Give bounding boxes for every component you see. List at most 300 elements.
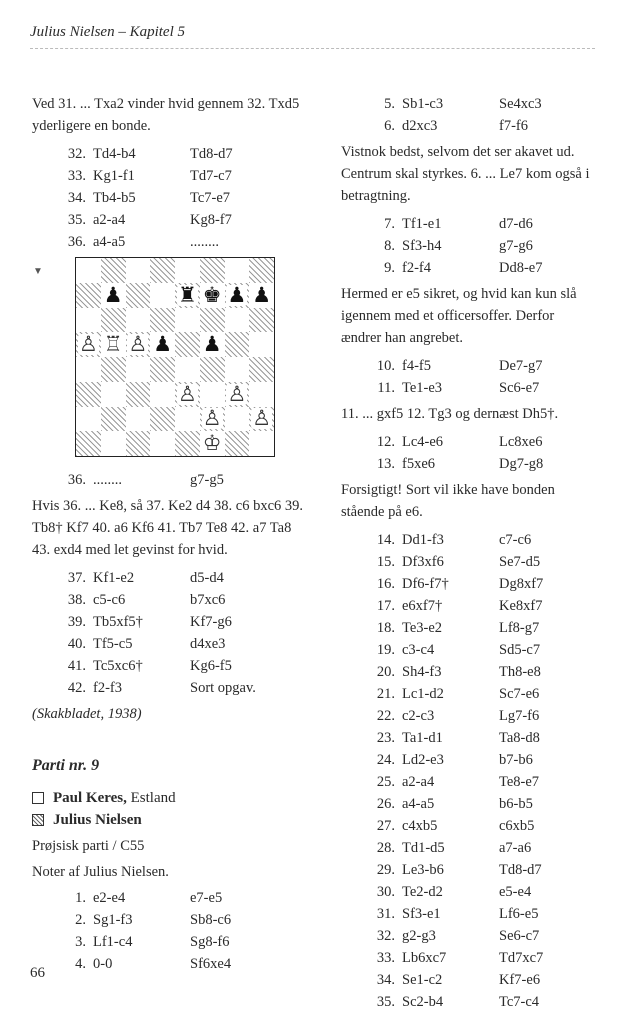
white-move: Sf3-h4 bbox=[402, 238, 442, 254]
black-pawn-icon: ♟ bbox=[202, 332, 222, 357]
black-move: c7-c6 bbox=[499, 532, 532, 548]
white-move: Dd1-f3 bbox=[402, 532, 444, 548]
white-move: Lc4-e6 bbox=[402, 434, 444, 450]
analysis-note: Vistnok bedst, selvom det ser akavet ud. Centrum skal styrkes. 6. ... Le7 kom også i betragtning. bbox=[341, 144, 590, 204]
black-move: Te8-e7 bbox=[499, 774, 540, 790]
black-move: Td8-d7 bbox=[190, 146, 233, 162]
board-square bbox=[175, 407, 200, 432]
annotator-line: Noter af Julius Nielsen. bbox=[32, 864, 169, 880]
opening-name: Prøjsisk parti / C55 bbox=[32, 838, 145, 854]
move-number: 27. bbox=[376, 818, 395, 834]
white-move: Ta1-d1 bbox=[402, 730, 443, 746]
black-move: Kg6-f5 bbox=[190, 658, 232, 674]
board-square bbox=[175, 382, 200, 407]
board-square bbox=[225, 407, 250, 432]
black-pawn-icon: ♟ bbox=[227, 282, 247, 307]
move-row bbox=[58, 677, 312, 699]
board-square bbox=[249, 308, 274, 333]
black-king-icon: ♚ bbox=[202, 282, 222, 307]
move-row bbox=[367, 815, 598, 837]
white-pawn-icon: ♙ bbox=[227, 381, 247, 406]
right-column bbox=[341, 93, 598, 1017]
move-row bbox=[58, 209, 312, 231]
move-row bbox=[367, 749, 598, 771]
move-row bbox=[58, 953, 312, 975]
board-square bbox=[126, 407, 151, 432]
header-divider bbox=[30, 48, 595, 49]
white-move: Sh4-f3 bbox=[402, 664, 442, 680]
board-square bbox=[150, 431, 175, 456]
move-number: 23. bbox=[376, 730, 395, 746]
board-square bbox=[150, 332, 175, 357]
black-player-name: Julius Nielsen bbox=[53, 812, 142, 828]
board-square bbox=[126, 431, 151, 456]
black-move: Sc7-e6 bbox=[499, 686, 540, 702]
analysis-note: 11. ... gxf5 12. Tg3 og dernæst Dh5†. bbox=[341, 406, 559, 422]
black-move: Sd5-c7 bbox=[499, 642, 541, 658]
white-move: g2-g3 bbox=[402, 928, 436, 944]
move-row bbox=[367, 453, 598, 475]
move-row bbox=[58, 469, 312, 491]
white-pawn-icon: ♙ bbox=[78, 332, 98, 357]
white-move: a4-a5 bbox=[93, 234, 126, 250]
board-square bbox=[76, 332, 101, 357]
black-move: Lf6-e5 bbox=[499, 906, 539, 922]
move-number: 21. bbox=[376, 686, 395, 702]
board-square bbox=[249, 382, 274, 407]
white-move: ........ bbox=[93, 472, 122, 488]
move-row bbox=[367, 991, 598, 1013]
board-square bbox=[200, 382, 225, 407]
move-row bbox=[367, 551, 598, 573]
move-row bbox=[367, 837, 598, 859]
white-player-name: Paul Keres, bbox=[53, 790, 127, 806]
board-square bbox=[175, 431, 200, 456]
white-move: Kg1-f1 bbox=[93, 168, 135, 184]
move-row bbox=[367, 235, 598, 257]
white-king-icon: ♔ bbox=[202, 431, 222, 456]
move-list bbox=[58, 143, 312, 253]
running-header: Julius Nielsen – Kapitel 5 bbox=[30, 24, 185, 40]
black-move: d5-d4 bbox=[190, 570, 224, 586]
board-square bbox=[150, 258, 175, 283]
move-number: 6. bbox=[384, 118, 395, 134]
black-move: ........ bbox=[190, 234, 219, 250]
white-move: Se1-c2 bbox=[402, 972, 443, 988]
board-square bbox=[126, 357, 151, 382]
board-square bbox=[126, 283, 151, 308]
board-square bbox=[225, 308, 250, 333]
white-move: Ld2-e3 bbox=[402, 752, 444, 768]
board-square bbox=[126, 382, 151, 407]
move-list bbox=[367, 93, 598, 137]
intro-paragraph: Ved 31. ... Txa2 vinder hvid gennem 32. Txd5 yderligere en bonde. bbox=[32, 96, 300, 134]
board-square bbox=[200, 283, 225, 308]
board-square bbox=[101, 308, 126, 333]
white-player bbox=[32, 787, 312, 809]
white-move: Tb5xf5† bbox=[93, 614, 143, 630]
board-square bbox=[76, 258, 101, 283]
board-square bbox=[249, 258, 274, 283]
black-move: Sb8-c6 bbox=[190, 912, 232, 928]
move-row bbox=[367, 257, 598, 279]
analysis-note: Hvis 36. ... Ke8, så 37. Ke2 d4 38. c6 bxc6 39. Tb8† Kf7 40. a6 Kf6 41. Tb7 Te8 42. a7 Ta8 43. exd4 med let gevinst for hvid. bbox=[32, 498, 304, 558]
board-square bbox=[101, 283, 126, 308]
white-move: f2-f4 bbox=[402, 260, 431, 276]
black-move: Dd8-e7 bbox=[499, 260, 543, 276]
white-move: Le3-b6 bbox=[402, 862, 444, 878]
white-move: Df6-f7† bbox=[402, 576, 449, 592]
move-number: 13. bbox=[376, 456, 395, 472]
move-number: 2. bbox=[75, 912, 86, 928]
move-number: 10. bbox=[376, 358, 395, 374]
page-number: 66 bbox=[30, 965, 45, 981]
move-number: 5. bbox=[384, 96, 395, 112]
black-move: Kf7-e6 bbox=[499, 972, 541, 988]
black-move: Lf8-g7 bbox=[499, 620, 540, 636]
white-move: e6xf7† bbox=[402, 598, 443, 614]
black-square-icon bbox=[32, 814, 44, 826]
white-move: Tf5-c5 bbox=[93, 636, 133, 652]
move-number: 4. bbox=[75, 956, 86, 972]
board-square bbox=[175, 258, 200, 283]
move-number: 26. bbox=[376, 796, 395, 812]
move-number: 3. bbox=[75, 934, 86, 950]
board-square bbox=[200, 407, 225, 432]
move-row bbox=[367, 793, 598, 815]
move-row bbox=[367, 969, 598, 991]
board-square bbox=[249, 407, 274, 432]
black-move: a7-a6 bbox=[499, 840, 532, 856]
move-row bbox=[367, 431, 598, 453]
move-number: 39. bbox=[67, 614, 86, 630]
white-pawn-icon: ♙ bbox=[177, 381, 197, 406]
move-row bbox=[58, 655, 312, 677]
move-row bbox=[58, 633, 312, 655]
move-row bbox=[367, 213, 598, 235]
white-move: Te2-d2 bbox=[402, 884, 443, 900]
board-square bbox=[101, 332, 126, 357]
move-row bbox=[367, 925, 598, 947]
white-player-country: Estland bbox=[126, 790, 176, 806]
black-rook-icon: ♜ bbox=[177, 282, 197, 307]
black-move: g7-g5 bbox=[190, 472, 224, 488]
white-move: f5xe6 bbox=[402, 456, 436, 472]
analysis-note: Forsigtigt! Sort vil ikke have bonden stående på e6. bbox=[341, 482, 555, 520]
black-move: Sf6xe4 bbox=[190, 956, 232, 972]
white-move: Tf1-e1 bbox=[402, 216, 442, 232]
black-move: Dg8xf7 bbox=[499, 576, 544, 592]
move-number: 20. bbox=[376, 664, 395, 680]
black-move: f7-f6 bbox=[499, 118, 528, 134]
move-number: 11. bbox=[377, 380, 395, 396]
move-number: 33. bbox=[376, 950, 395, 966]
black-move: c6xb5 bbox=[499, 818, 535, 834]
board-square bbox=[150, 382, 175, 407]
move-number: 32. bbox=[376, 928, 395, 944]
black-move: g7-g6 bbox=[499, 238, 533, 254]
move-row bbox=[367, 573, 598, 595]
move-row bbox=[58, 611, 312, 633]
black-move: e7-e5 bbox=[190, 890, 223, 906]
white-square-icon bbox=[32, 792, 44, 804]
move-number: 25. bbox=[376, 774, 395, 790]
white-move: c2-c3 bbox=[402, 708, 435, 724]
move-number: 14. bbox=[376, 532, 395, 548]
move-number: 17. bbox=[376, 598, 395, 614]
move-number: 24. bbox=[376, 752, 395, 768]
move-row bbox=[58, 909, 312, 931]
move-row bbox=[58, 567, 312, 589]
move-row bbox=[367, 595, 598, 617]
move-row bbox=[58, 187, 312, 209]
move-list bbox=[367, 355, 598, 399]
move-number: 31. bbox=[376, 906, 395, 922]
move-number: 34. bbox=[376, 972, 395, 988]
move-number: 35. bbox=[376, 994, 395, 1010]
board-square bbox=[101, 357, 126, 382]
white-move: Sc2-b4 bbox=[402, 994, 444, 1010]
board-square bbox=[76, 382, 101, 407]
black-move: e5-e4 bbox=[499, 884, 532, 900]
board-square bbox=[249, 431, 274, 456]
black-move: Td7-c7 bbox=[190, 168, 232, 184]
white-move: a2-a4 bbox=[402, 774, 435, 790]
board-square bbox=[175, 332, 200, 357]
board-square bbox=[225, 382, 250, 407]
turn-marker-icon: ▼ bbox=[33, 266, 43, 277]
black-move: Sg8-f6 bbox=[190, 934, 230, 950]
move-number: 40. bbox=[67, 636, 86, 652]
move-number: 28. bbox=[376, 840, 395, 856]
move-row bbox=[367, 903, 598, 925]
move-row bbox=[367, 617, 598, 639]
move-number: 36. bbox=[67, 234, 86, 250]
move-row bbox=[367, 705, 598, 727]
board-square bbox=[101, 431, 126, 456]
move-row bbox=[367, 727, 598, 749]
move-number: 7. bbox=[384, 216, 395, 232]
white-move: Td4-b4 bbox=[93, 146, 136, 162]
left-column bbox=[32, 93, 312, 979]
black-player bbox=[32, 809, 312, 831]
white-move: Sg1-f3 bbox=[93, 912, 133, 928]
white-move: Td1-d5 bbox=[402, 840, 445, 856]
black-move: Td7xc7 bbox=[499, 950, 544, 966]
black-move: Td8-d7 bbox=[499, 862, 542, 878]
board-square bbox=[150, 357, 175, 382]
move-number: 1. bbox=[75, 890, 86, 906]
board-square bbox=[249, 332, 274, 357]
black-move: Ta8-d8 bbox=[499, 730, 540, 746]
move-number: 22. bbox=[376, 708, 395, 724]
white-move: Kf1-e2 bbox=[93, 570, 135, 586]
board-square bbox=[249, 357, 274, 382]
white-move: Tb4-b5 bbox=[93, 190, 136, 206]
white-move: Te3-e2 bbox=[402, 620, 443, 636]
move-number: 19. bbox=[376, 642, 395, 658]
move-number: 38. bbox=[67, 592, 86, 608]
white-move: Lf1-c4 bbox=[93, 934, 133, 950]
board-square bbox=[200, 357, 225, 382]
black-move: d7-d6 bbox=[499, 216, 533, 232]
chess-diagram bbox=[32, 257, 312, 463]
board-square bbox=[175, 283, 200, 308]
move-row bbox=[367, 93, 598, 115]
black-move: Lc8xe6 bbox=[499, 434, 543, 450]
board-square bbox=[150, 283, 175, 308]
board-square bbox=[126, 332, 151, 357]
white-move: e2-e4 bbox=[93, 890, 126, 906]
move-row bbox=[367, 661, 598, 683]
move-row bbox=[58, 165, 312, 187]
analysis-note: Hermed er e5 sikret, og hvid kan kun slå igennem med et officersoffer. Derfor ændrer han angrebet. bbox=[341, 286, 577, 346]
board-square bbox=[76, 407, 101, 432]
black-move: Sort opgav. bbox=[190, 680, 256, 696]
black-move: Tc7-e7 bbox=[190, 190, 231, 206]
move-row bbox=[367, 859, 598, 881]
white-move: Lc1-d2 bbox=[402, 686, 444, 702]
white-move: Sb1-c3 bbox=[402, 96, 444, 112]
move-number: 37. bbox=[67, 570, 86, 586]
board-square bbox=[76, 431, 101, 456]
move-row bbox=[367, 639, 598, 661]
white-move: a2-a4 bbox=[93, 212, 126, 228]
move-list bbox=[58, 567, 312, 699]
board-square bbox=[150, 308, 175, 333]
board-square bbox=[101, 382, 126, 407]
move-number: 15. bbox=[376, 554, 395, 570]
move-list bbox=[58, 887, 312, 975]
board-square bbox=[101, 407, 126, 432]
move-list bbox=[367, 529, 598, 1013]
white-move: c4xb5 bbox=[402, 818, 438, 834]
move-number: 12. bbox=[376, 434, 395, 450]
white-move: Df3xf6 bbox=[402, 554, 444, 570]
move-row bbox=[367, 947, 598, 969]
chess-board bbox=[75, 257, 275, 457]
move-row bbox=[367, 355, 598, 377]
white-move: Tc5xc6† bbox=[93, 658, 143, 674]
black-move: Th8-e8 bbox=[499, 664, 541, 680]
black-move: Tc7-c4 bbox=[499, 994, 540, 1010]
white-move: 0-0 bbox=[93, 956, 113, 972]
white-move: f4-f5 bbox=[402, 358, 431, 374]
move-number: 9. bbox=[384, 260, 395, 276]
board-square bbox=[175, 357, 200, 382]
black-move: Se6-c7 bbox=[499, 928, 540, 944]
board-square bbox=[150, 407, 175, 432]
white-move: Sf3-e1 bbox=[402, 906, 441, 922]
white-move: c3-c4 bbox=[402, 642, 435, 658]
move-number: 18. bbox=[376, 620, 395, 636]
board-square bbox=[225, 431, 250, 456]
white-move: f2-f3 bbox=[93, 680, 122, 696]
move-row bbox=[58, 231, 312, 253]
move-list bbox=[367, 431, 598, 475]
board-square bbox=[200, 332, 225, 357]
white-rook-icon: ♖ bbox=[103, 332, 123, 357]
move-number: 8. bbox=[384, 238, 395, 254]
move-row bbox=[367, 683, 598, 705]
board-square bbox=[225, 332, 250, 357]
board-square bbox=[76, 357, 101, 382]
board-square bbox=[126, 258, 151, 283]
move-row bbox=[367, 881, 598, 903]
white-move: c5-c6 bbox=[93, 592, 126, 608]
black-move: Sc6-e7 bbox=[499, 380, 540, 396]
board-square bbox=[225, 258, 250, 283]
white-move: Te1-e3 bbox=[402, 380, 443, 396]
black-pawn-icon: ♟ bbox=[103, 282, 123, 307]
move-number: 42. bbox=[67, 680, 86, 696]
black-move: Se7-d5 bbox=[499, 554, 541, 570]
move-number: 29. bbox=[376, 862, 395, 878]
board-square bbox=[76, 308, 101, 333]
move-list bbox=[367, 213, 598, 279]
black-move: b7-b6 bbox=[499, 752, 533, 768]
white-pawn-icon: ♙ bbox=[202, 406, 222, 431]
move-row bbox=[58, 143, 312, 165]
move-row bbox=[58, 589, 312, 611]
black-move: Ke8xf7 bbox=[499, 598, 543, 614]
black-move: b6-b5 bbox=[499, 796, 533, 812]
move-number: 16. bbox=[376, 576, 395, 592]
black-move: De7-g7 bbox=[499, 358, 543, 374]
move-number: 33. bbox=[67, 168, 86, 184]
white-move: a4-a5 bbox=[402, 796, 435, 812]
move-row bbox=[367, 115, 598, 137]
board-square bbox=[101, 258, 126, 283]
board-square bbox=[76, 283, 101, 308]
board-square bbox=[249, 283, 274, 308]
game-title: Parti nr. 9 bbox=[32, 757, 100, 774]
black-move: Kf7-g6 bbox=[190, 614, 232, 630]
move-row bbox=[367, 771, 598, 793]
move-row bbox=[367, 529, 598, 551]
move-number: 36. bbox=[67, 472, 86, 488]
white-move: Lb6xc7 bbox=[402, 950, 447, 966]
move-row bbox=[58, 887, 312, 909]
move-number: 41. bbox=[67, 658, 86, 674]
board-square bbox=[200, 258, 225, 283]
move-number: 32. bbox=[67, 146, 86, 162]
move-row bbox=[58, 931, 312, 953]
move-number: 35. bbox=[67, 212, 86, 228]
move-list bbox=[58, 469, 312, 491]
board-square bbox=[225, 283, 250, 308]
move-number: 34. bbox=[67, 190, 86, 206]
board-square bbox=[200, 308, 225, 333]
board-square bbox=[175, 308, 200, 333]
board-square bbox=[200, 431, 225, 456]
move-row bbox=[367, 377, 598, 399]
move-number: 30. bbox=[376, 884, 395, 900]
white-move: d2xc3 bbox=[402, 118, 438, 134]
source-citation: (Skakbladet, 1938) bbox=[32, 706, 142, 722]
black-pawn-icon: ♟ bbox=[252, 282, 272, 307]
white-pawn-icon: ♙ bbox=[128, 332, 148, 357]
black-move: Lg7-f6 bbox=[499, 708, 540, 724]
black-move: Dg7-g8 bbox=[499, 456, 544, 472]
black-pawn-icon: ♟ bbox=[153, 332, 173, 357]
board-square bbox=[126, 308, 151, 333]
black-move: b7xc6 bbox=[190, 592, 226, 608]
black-move: d4xe3 bbox=[190, 636, 226, 652]
black-move: Kg8-f7 bbox=[190, 212, 232, 228]
board-square bbox=[225, 357, 250, 382]
black-move: Se4xc3 bbox=[499, 96, 542, 112]
